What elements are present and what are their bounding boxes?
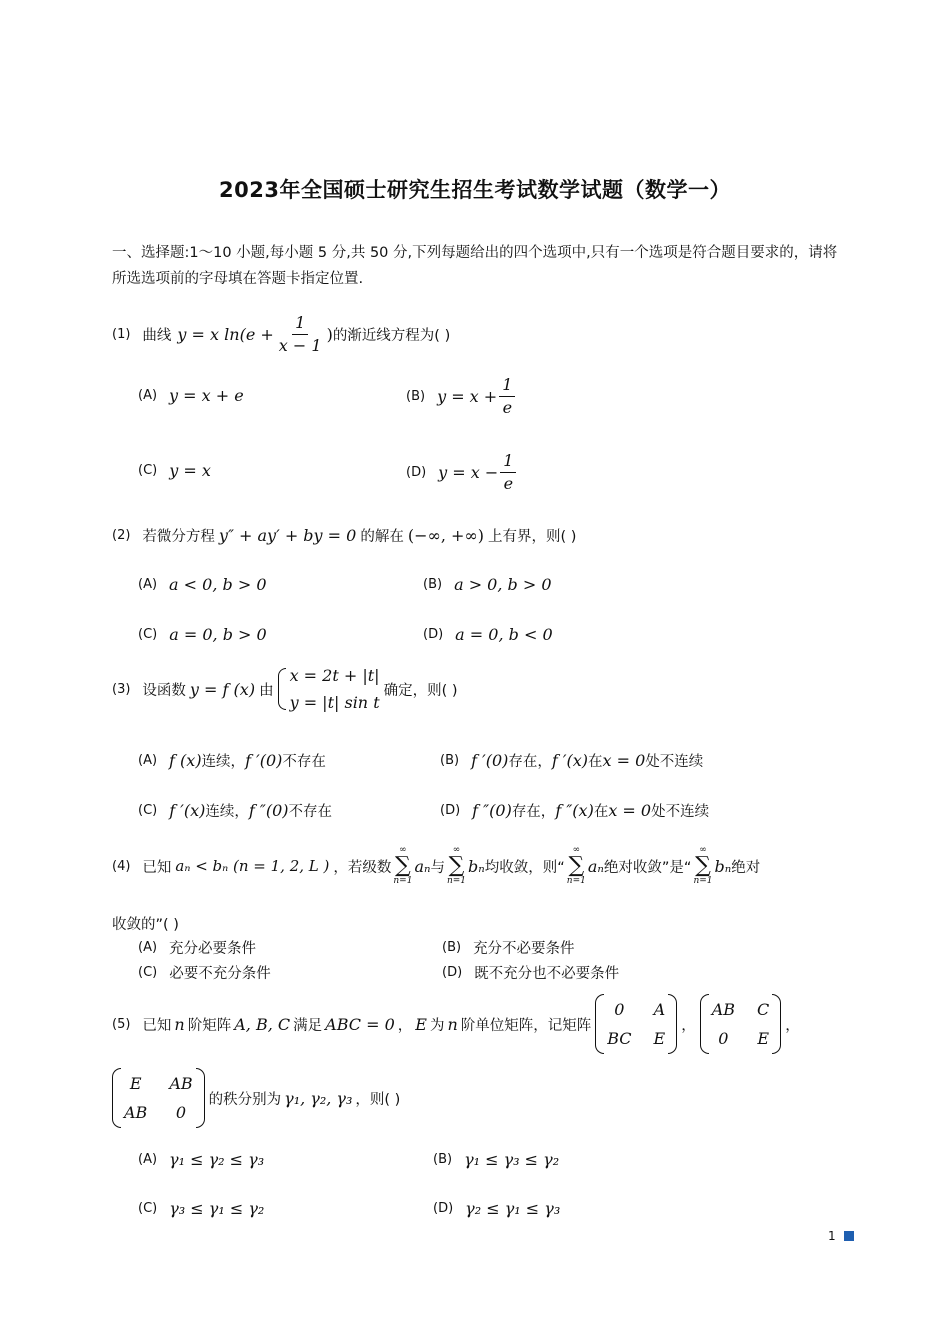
option-c[interactable]	[138, 625, 267, 644]
question-text: 的解在	[360, 529, 404, 545]
page-title: 2023年全国硕士研究生招生考试数学试题（数学一）	[219, 178, 731, 202]
option-b[interactable]	[442, 937, 575, 958]
question-text: 已知	[142, 1017, 172, 1034]
question-text: 上有界，则( )	[487, 529, 577, 545]
matrix-cell: E	[653, 1029, 666, 1048]
option-label: (C)	[138, 463, 158, 478]
option-text: 充分必要条件	[169, 941, 257, 957]
question-5	[112, 994, 800, 1054]
option-label: (C)	[138, 627, 158, 642]
option-label: (D)	[440, 803, 461, 818]
question-number: (5)	[112, 1016, 131, 1032]
sum-lower: n=1	[393, 876, 413, 886]
matrix-cell: BC	[607, 1029, 632, 1048]
math-close-paren: )	[326, 325, 333, 344]
summation	[447, 846, 466, 886]
math-expression: bₙ	[714, 856, 732, 876]
fraction-denominator: e	[503, 474, 514, 493]
option-c[interactable]	[138, 1199, 264, 1218]
math-expression: f ′(x)	[169, 801, 206, 820]
sigma-icon: ∑	[568, 853, 585, 878]
math-expression: γ₃ ≤ γ₁ ≤ γ₂	[169, 1199, 265, 1218]
option-b[interactable]	[406, 376, 517, 417]
option-text: 处不连续	[651, 804, 710, 820]
math-expression: A, B, C	[234, 1014, 291, 1034]
question-text: 已知	[142, 859, 172, 876]
question-text: 阶单位矩阵，记矩阵	[460, 1017, 592, 1034]
system-equation: x = 2t + |t|	[289, 666, 380, 685]
matrix-cell: AB	[169, 1074, 193, 1093]
question-text: ，则( )	[355, 1091, 401, 1108]
math-expression: y = x −	[438, 463, 499, 482]
sum-upper: ∞	[699, 845, 707, 855]
option-label: (D)	[406, 465, 427, 480]
fraction-denominator: e	[502, 398, 513, 417]
math-expression: x = 0	[602, 751, 646, 770]
question-number: (3)	[112, 681, 131, 697]
option-a[interactable]	[138, 750, 326, 771]
option-b[interactable]	[440, 750, 703, 771]
math-expression: y = f (x)	[189, 679, 256, 699]
option-b[interactable]	[423, 575, 552, 594]
math-expression: ABC = 0	[325, 1014, 395, 1034]
summation	[693, 846, 712, 886]
option-label: (B)	[440, 753, 460, 768]
sum-upper: ∞	[399, 845, 407, 855]
option-d[interactable]	[442, 962, 619, 983]
fraction	[500, 452, 516, 493]
sum-lower: n=1	[566, 876, 586, 886]
option-text: 存在，	[511, 804, 556, 820]
option-label: (D)	[442, 965, 463, 980]
question-text: 的秩分别为	[208, 1091, 282, 1108]
question-text: 与	[430, 859, 445, 876]
question-number: (1)	[112, 327, 131, 342]
matrix-cell: 0	[175, 1103, 187, 1122]
section-heading: 一、选择题:1～10 小题,每小题 5 分,共 50 分,下列每题给出的四个选项中,只有一个选项是符合题目要求的，请将所选选项前的字母填在答题卡指定位置.	[112, 245, 838, 287]
sigma-icon: ∑	[695, 853, 711, 878]
question-text: 收敛的”( )	[112, 917, 179, 933]
option-label: (B)	[433, 1152, 453, 1167]
page-number	[828, 1229, 854, 1243]
question-text: 阶矩阵	[187, 1017, 232, 1034]
separator: ，	[681, 1017, 696, 1034]
question-text: 绝对	[731, 859, 761, 876]
matrix-cell: E	[129, 1074, 142, 1093]
option-text: 充分不必要条件	[473, 941, 575, 957]
sum-lower: n=1	[446, 876, 467, 886]
question-text: ，若级数	[333, 859, 392, 876]
option-a[interactable]	[138, 386, 244, 405]
matrix	[112, 1068, 205, 1128]
matrix-cell: AB	[711, 1000, 736, 1019]
sigma-icon: ∑	[448, 853, 465, 878]
fraction	[276, 314, 325, 355]
option-label: (B)	[442, 940, 462, 955]
option-label: (C)	[138, 803, 158, 818]
math-expression: f ′(x)	[551, 751, 589, 770]
fraction-numerator: 1	[499, 376, 515, 397]
math-expression: y = x + e	[169, 386, 244, 405]
summation	[567, 846, 586, 886]
question-3	[112, 666, 458, 712]
fraction-numerator: 1	[292, 314, 308, 335]
option-text: 在	[588, 754, 603, 770]
question-text: 确定，则( )	[383, 682, 458, 699]
math-expression: γ₁, γ₂, γ₃	[284, 1088, 353, 1108]
option-text: 既不充分也不必要条件	[474, 966, 620, 982]
option-text: 连续，	[205, 804, 249, 820]
math-expression: n	[447, 1014, 458, 1034]
question-4	[112, 846, 760, 886]
sum-lower: n=1	[693, 876, 713, 886]
option-b[interactable]	[433, 1150, 559, 1169]
math-expression: γ₁ ≤ γ₃ ≤ γ₂	[464, 1150, 560, 1169]
option-c[interactable]	[138, 962, 271, 983]
sum-upper: ∞	[452, 845, 461, 855]
option-text: 必要不充分条件	[169, 966, 271, 982]
option-label: (B)	[406, 389, 426, 404]
question-text: 均收敛，则“	[484, 859, 565, 876]
option-label: (C)	[138, 1201, 158, 1216]
math-expression: y = x ln(e +	[177, 325, 274, 344]
option-d[interactable]	[406, 452, 518, 493]
math-expression: f (x)	[169, 751, 202, 770]
option-a[interactable]	[138, 1150, 264, 1169]
matrix-cell: E	[757, 1029, 770, 1048]
question-5-continued	[112, 1068, 400, 1128]
separator: ，	[785, 1017, 800, 1034]
option-text: 处不连续	[645, 754, 704, 770]
system-equation: y = |t| sin t	[289, 693, 380, 712]
math-expression: y″ + ay′ + by = 0	[218, 526, 357, 545]
option-d[interactable]	[440, 800, 709, 821]
fraction	[499, 376, 515, 417]
option-text: 不存在	[288, 804, 333, 820]
matrix	[700, 994, 782, 1054]
option-label: (A)	[138, 940, 158, 955]
matrix	[595, 994, 677, 1054]
matrix-cell: 0	[718, 1029, 729, 1048]
question-4-continued	[112, 913, 179, 934]
option-label: (A)	[138, 753, 158, 768]
page-number-text: 1	[828, 1229, 836, 1243]
matrix-cell: AB	[124, 1103, 148, 1122]
math-expression: a = 0, b < 0	[455, 625, 553, 644]
matrix-cell: C	[757, 1000, 770, 1019]
question-text: 由	[259, 682, 274, 699]
question-text: 曲线	[142, 328, 172, 344]
question-2	[112, 525, 576, 546]
question-number: (2)	[112, 528, 131, 543]
math-expression: aₙ < bₙ (n = 1, 2, L )	[175, 857, 330, 875]
question-text: 为	[429, 1017, 445, 1034]
option-label: (A)	[138, 1152, 158, 1167]
piecewise-system	[278, 666, 380, 712]
math-expression: n	[174, 1014, 185, 1034]
option-text: 在	[593, 804, 609, 820]
math-expression: x = 0	[608, 801, 652, 820]
option-text: 存在，	[508, 754, 552, 770]
math-expression: f ″(0)	[248, 801, 289, 820]
math-expression: bₙ	[468, 856, 485, 876]
option-a[interactable]	[138, 937, 256, 958]
option-c[interactable]	[138, 800, 332, 821]
math-expression: f ″(0)	[472, 801, 512, 820]
option-text: 不存在	[282, 754, 326, 770]
option-c[interactable]	[138, 461, 211, 480]
square-icon	[844, 1231, 854, 1241]
math-expression: a = 0, b > 0	[169, 625, 267, 644]
option-label: (A)	[138, 388, 158, 403]
summation	[393, 846, 412, 886]
option-a[interactable]	[138, 575, 267, 594]
math-expression: y = x	[169, 461, 211, 480]
question-text: ，	[397, 1017, 413, 1034]
question-text: 设函数	[142, 682, 186, 699]
question-text: 的渐近线方程为( )	[332, 328, 451, 344]
math-expression: f ′(0)	[471, 751, 509, 770]
fraction-denominator: x − 1	[278, 336, 322, 355]
matrix-cell: A	[653, 1000, 666, 1019]
sigma-icon: ∑	[395, 853, 411, 878]
math-expression: y = x +	[437, 387, 498, 406]
fraction-numerator: 1	[500, 452, 516, 473]
option-text: 连续，	[201, 754, 246, 770]
question-number: (4)	[112, 858, 131, 874]
option-label: (B)	[423, 577, 443, 592]
option-label: (A)	[138, 577, 158, 592]
math-expression: f ″(x)	[555, 801, 594, 820]
question-text: 满足	[293, 1017, 323, 1034]
sum-upper: ∞	[572, 845, 581, 855]
question-text: 若微分方程	[142, 529, 215, 545]
question-text: 绝对收敛”是“	[603, 859, 692, 876]
matrix-cell: 0	[614, 1000, 625, 1019]
math-expression: f ′(0)	[245, 751, 283, 770]
math-expression: E	[415, 1014, 427, 1034]
math-expression: aₙ	[414, 856, 431, 876]
math-expression: γ₁ ≤ γ₂ ≤ γ₃	[169, 1150, 265, 1169]
math-expression: aₙ	[587, 856, 604, 876]
option-label: (C)	[138, 965, 158, 980]
math-expression: a < 0, b > 0	[169, 575, 267, 594]
question-1	[112, 314, 450, 355]
option-label: (D)	[433, 1201, 454, 1216]
option-d[interactable]	[433, 1199, 560, 1218]
option-d[interactable]	[423, 625, 553, 644]
option-label: (D)	[423, 627, 444, 642]
math-expression: (−∞, +∞)	[407, 526, 484, 545]
math-expression: a > 0, b > 0	[454, 575, 552, 594]
math-expression: γ₂ ≤ γ₁ ≤ γ₃	[465, 1199, 561, 1218]
